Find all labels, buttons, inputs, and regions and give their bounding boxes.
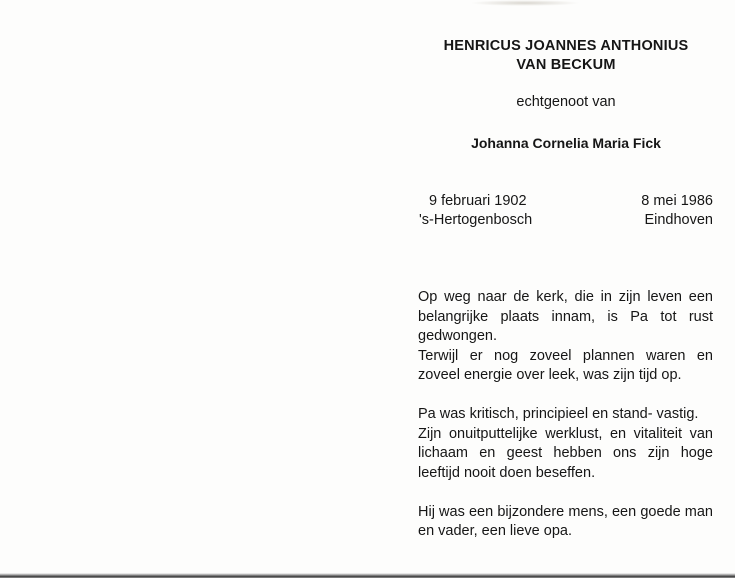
deceased-name-line-1: HENRICUS JOANNES ANTHONIUS <box>443 38 689 54</box>
deceased-name <box>418 37 714 75</box>
paragraph-5: Hij was een bijzondere mens, een goede man en vader, een lieve opa. <box>418 503 713 539</box>
birth-info <box>419 192 532 230</box>
spouse-label: echtgenoot van <box>516 94 616 110</box>
death-place: Eindhoven <box>644 212 713 228</box>
paragraph-gap <box>418 386 713 406</box>
spouse-name: Johanna Cornelia Maria Fick <box>471 135 661 151</box>
paper-smudge <box>470 0 580 6</box>
birth-date: 9 februari 1902 <box>429 193 527 209</box>
card-bottom-edge <box>0 573 735 578</box>
death-info <box>641 192 713 230</box>
death-date: 8 mei 1986 <box>641 193 713 209</box>
paragraph-4: Zijn onuitputtelijke werklust, en vitaliteit van lichaam en geest hebben ons zijn hoge leeftijd nooit doen beseffen. <box>418 425 713 481</box>
paragraph-gap <box>418 483 713 503</box>
paragraph-3: Pa was kritisch, principieel en stand- vastig. <box>418 406 699 422</box>
deceased-name-line-2: VAN BECKUM <box>516 57 616 73</box>
paragraph-2: Terwijl er nog zoveel plannen waren en zoveel energie over leek, was zijn tijd op. <box>418 347 713 383</box>
paragraph-1: Op weg naar de kerk, die in zijn leven een belangrijke plaats innam, is Pa tot rust gedwongen. <box>418 289 713 344</box>
birth-place: 's-Hertogenbosch <box>419 212 533 228</box>
memorial-text <box>418 288 713 542</box>
